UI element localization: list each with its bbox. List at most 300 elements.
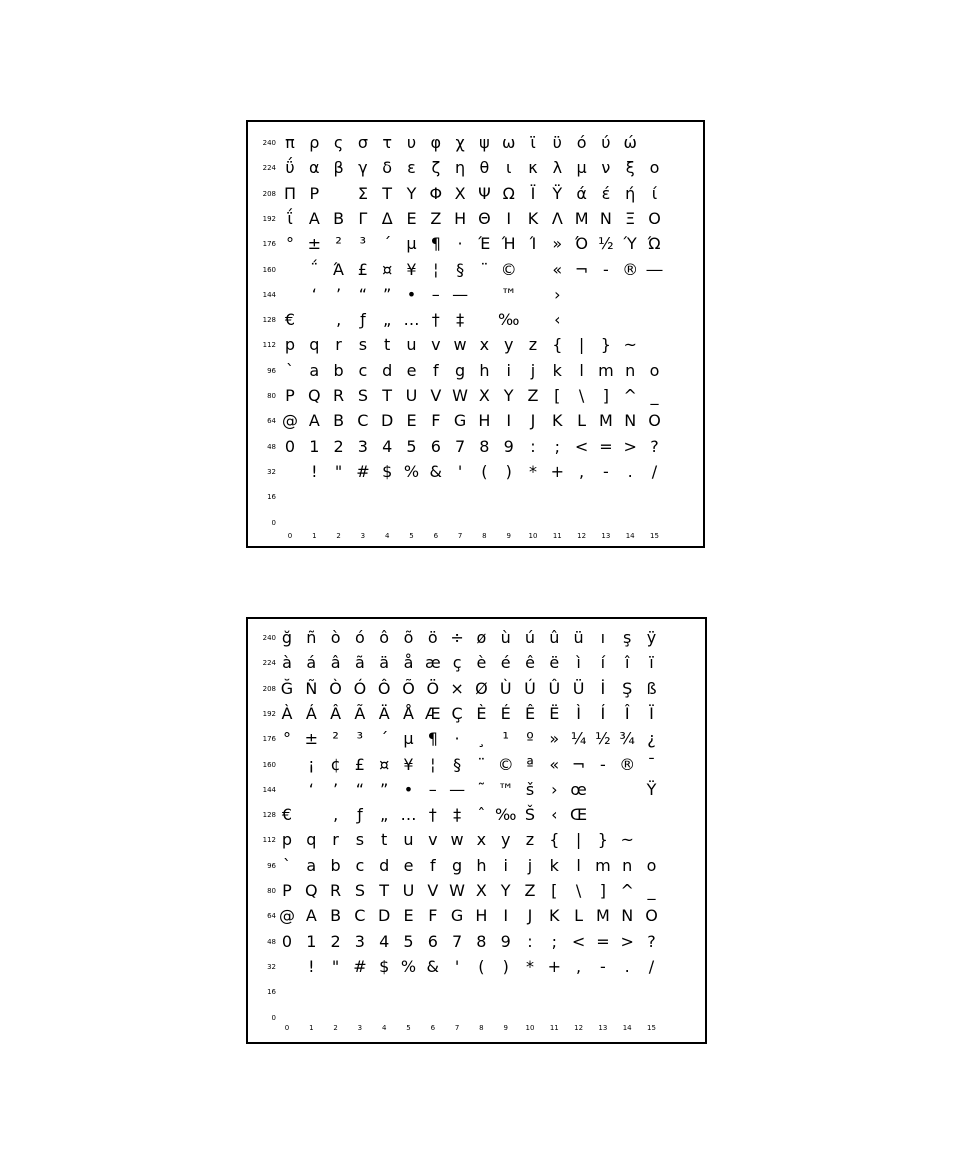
- column-code-label: 13: [598, 1024, 608, 1032]
- char-cell: |: [575, 830, 582, 850]
- table-row: [248, 258, 703, 282]
- char-cell: b: [333, 360, 344, 380]
- char-cell: -: [603, 461, 609, 481]
- char-cell: ¤: [382, 259, 393, 279]
- char-cell: Æ: [425, 703, 441, 723]
- char-cell: w: [450, 830, 464, 850]
- column-code-label: 8: [479, 1024, 484, 1032]
- char-cell: κ: [528, 158, 538, 178]
- char-cell: ": [334, 461, 343, 481]
- char-cell: È: [476, 703, 487, 723]
- char-cell: °: [286, 234, 294, 254]
- char-cell: K: [552, 411, 563, 431]
- row-code-label: 176: [262, 735, 276, 744]
- char-cell: £: [354, 754, 365, 774]
- char-cell: \: [575, 881, 582, 900]
- char-cell: Ή: [501, 234, 516, 254]
- char-cell: ζ: [431, 158, 441, 178]
- char-cell: H: [475, 906, 488, 926]
- char-cell: *: [526, 956, 534, 976]
- row-code-label: 80: [267, 887, 276, 895]
- row-code-label: 224: [262, 164, 276, 173]
- char-cell: G: [453, 411, 467, 431]
- char-cell: M: [595, 906, 610, 926]
- char-cell: Ϊ: [530, 183, 536, 203]
- char-cell: ΄: [383, 234, 392, 254]
- char-cell: ½: [598, 234, 614, 254]
- char-cell: ã: [354, 653, 365, 673]
- char-cell: ¬: [574, 259, 589, 279]
- char-cell: ,: [579, 461, 585, 481]
- char-cell: Â: [330, 703, 342, 723]
- char-cell: …: [403, 310, 420, 330]
- table-row: [248, 283, 703, 307]
- char-cell: „: [383, 310, 392, 330]
- char-cell: .: [627, 461, 633, 481]
- char-cell: a: [309, 360, 320, 380]
- char-cell: r: [332, 830, 339, 850]
- char-cell: ÷: [450, 628, 464, 647]
- char-cell: Q: [305, 881, 318, 900]
- char-cell: ä: [379, 653, 390, 673]
- char-cell: ±: [307, 234, 321, 254]
- char-cell: $: [382, 461, 393, 481]
- char-cell: ?: [647, 931, 656, 951]
- column-code-label: 13: [601, 532, 611, 540]
- char-cell: ύ: [601, 133, 611, 152]
- char-cell: B: [333, 411, 345, 431]
- char-cell: h: [476, 855, 487, 875]
- char-cell: ¸: [477, 729, 486, 749]
- char-cell: ¥: [403, 754, 414, 774]
- char-cell: Τ: [382, 183, 393, 203]
- char-cell: Š: [524, 805, 536, 825]
- char-cell: +: [550, 461, 564, 481]
- row-code-label: 144: [262, 290, 276, 299]
- char-cell: —: [449, 779, 466, 799]
- char-cell: Ò: [329, 678, 342, 698]
- char-cell: 7: [452, 931, 463, 951]
- char-cell: æ: [424, 653, 441, 673]
- char-cell: ]: [602, 386, 610, 405]
- char-cell: (: [481, 461, 488, 481]
- char-cell: §: [456, 259, 465, 279]
- column-code-label: 1: [309, 1024, 314, 1032]
- char-cell: ×: [450, 678, 464, 698]
- char-cell: 3: [354, 931, 365, 951]
- char-cell: z: [525, 830, 535, 850]
- char-cell: €: [281, 805, 293, 825]
- char-cell: â: [330, 653, 341, 673]
- char-cell: ¦: [433, 259, 439, 279]
- char-cell: ό: [576, 133, 587, 152]
- table-row: [248, 435, 703, 459]
- char-cell: ¨: [480, 259, 489, 279]
- char-cell: º: [526, 729, 534, 749]
- char-cell: –: [428, 779, 437, 799]
- char-cell: 1: [306, 931, 317, 951]
- table-row: [248, 727, 705, 751]
- char-cell: o: [646, 855, 657, 875]
- char-cell: φ: [430, 133, 442, 152]
- char-cell: p: [284, 335, 296, 355]
- char-cell: Ό: [575, 234, 589, 254]
- char-cell: Λ: [551, 208, 563, 228]
- char-cell: 6: [430, 436, 441, 456]
- char-cell: Μ: [574, 208, 589, 228]
- column-code-label: 14: [625, 532, 635, 540]
- char-cell: „: [380, 805, 389, 825]
- char-cell: $: [379, 956, 390, 976]
- column-code-label: 9: [503, 1024, 508, 1032]
- char-cell: Ì: [576, 703, 581, 723]
- char-cell: Ñ: [305, 678, 318, 698]
- char-cell: Ÿ: [646, 779, 657, 799]
- char-cell: ρ: [309, 133, 320, 152]
- char-cell: +: [547, 956, 561, 976]
- char-cell: ê: [525, 653, 535, 673]
- column-axis: [248, 529, 703, 543]
- column-code-label: 7: [454, 1024, 460, 1032]
- table-row: [248, 308, 703, 332]
- char-cell: J: [527, 906, 533, 926]
- char-cell: S: [357, 386, 368, 405]
- char-cell: 1: [309, 436, 320, 456]
- char-cell: &: [426, 956, 440, 976]
- table-row: [248, 333, 703, 357]
- char-cell: ξ: [625, 158, 635, 178]
- char-cell: ©: [500, 259, 517, 279]
- char-cell: Θ: [478, 208, 491, 228]
- char-cell: Κ: [527, 208, 539, 228]
- row-code-label: 240: [262, 139, 276, 147]
- char-cell: …: [400, 805, 417, 825]
- char-cell: ş: [623, 628, 632, 647]
- char-cell: z: [528, 335, 538, 355]
- char-cell: ): [502, 956, 509, 976]
- row-code-label: 240: [262, 634, 276, 642]
- char-cell: è: [476, 653, 487, 673]
- table-row: [248, 384, 703, 408]
- row-code-label: 96: [267, 861, 276, 870]
- char-cell: ά: [576, 183, 587, 203]
- char-cell: ‰: [497, 310, 520, 330]
- char-cell: ¼: [570, 729, 587, 749]
- char-cell: 0: [284, 436, 296, 456]
- table-row: [248, 803, 705, 827]
- char-cell: t: [381, 830, 388, 850]
- char-cell: <: [571, 931, 586, 951]
- column-code-label: 3: [357, 1024, 363, 1032]
- char-cell: .: [624, 956, 630, 976]
- char-cell: í: [600, 653, 606, 673]
- char-cell: ^: [623, 386, 637, 405]
- char-cell: ϊ: [530, 133, 536, 152]
- char-cell: m: [595, 855, 611, 875]
- char-cell: l: [576, 855, 581, 875]
- char-cell: Φ: [429, 183, 443, 203]
- char-cell: ‡: [453, 805, 462, 825]
- char-cell: ™: [497, 779, 514, 799]
- char-cell: -: [600, 754, 606, 774]
- char-cell: j: [527, 855, 533, 875]
- char-cell: ´: [380, 729, 389, 749]
- char-cell: á: [306, 653, 317, 673]
- char-cell: †: [431, 310, 440, 330]
- char-cell: ˜: [477, 779, 486, 799]
- char-cell: ø: [476, 628, 487, 647]
- char-cell: H: [478, 411, 491, 431]
- char-cell: Ç: [451, 703, 463, 723]
- column-code-label: 4: [381, 1024, 387, 1032]
- column-code-label: 0: [284, 1024, 290, 1032]
- char-cell: σ: [357, 133, 368, 152]
- char-cell: χ: [455, 133, 465, 152]
- char-cell: Ύ: [623, 234, 637, 254]
- char-cell: L: [577, 411, 587, 431]
- char-cell: %: [403, 461, 420, 481]
- char-cell: Χ: [454, 183, 466, 203]
- row-code-label: 160: [262, 760, 276, 769]
- char-cell: ': [454, 956, 460, 976]
- char-cell: ~: [620, 830, 634, 850]
- char-cell: Ã: [354, 703, 366, 723]
- char-cell: Ο: [648, 208, 661, 228]
- char-cell: ©: [497, 754, 514, 774]
- char-cell: ): [505, 461, 512, 481]
- char-cell: ”: [380, 779, 389, 799]
- char-cell: Ψ: [478, 183, 491, 203]
- char-cell: Ά: [333, 259, 345, 279]
- char-cell: ı: [600, 628, 606, 647]
- char-cell: j: [530, 360, 536, 380]
- char-cell: Z: [527, 386, 539, 405]
- char-cell: !: [311, 461, 318, 481]
- char-cell: n: [625, 360, 636, 380]
- char-cell: d: [382, 360, 393, 380]
- char-cell: Ϋ: [552, 183, 563, 203]
- char-cell: 5: [406, 436, 417, 456]
- char-cell: p: [281, 830, 293, 850]
- row-code-label: 48: [267, 937, 276, 946]
- char-cell: ’: [336, 284, 342, 304]
- table-row: [248, 778, 705, 802]
- char-cell: k: [549, 855, 559, 875]
- char-cell: Å: [403, 703, 414, 723]
- char-cell: “: [355, 779, 365, 799]
- char-cell: 2: [330, 931, 341, 951]
- char-cell: †: [428, 805, 437, 825]
- char-cell: s: [358, 335, 368, 355]
- char-cell: ö: [427, 628, 438, 647]
- char-cell: g: [452, 855, 463, 875]
- char-cell: 7: [455, 436, 466, 456]
- char-cell: ,: [576, 956, 582, 976]
- char-cell: £: [357, 259, 368, 279]
- char-cell: y: [500, 830, 511, 850]
- char-cell: Õ: [402, 678, 415, 698]
- char-cell: O: [645, 906, 658, 926]
- char-cell: n: [622, 855, 633, 875]
- char-cell: ¡: [308, 754, 315, 774]
- char-cell: Έ: [478, 234, 491, 254]
- char-cell: r: [335, 335, 342, 355]
- char-cell: ~: [623, 335, 637, 355]
- table-row: [248, 207, 703, 231]
- column-code-label: 11: [552, 532, 562, 540]
- char-cell: }: [600, 335, 611, 355]
- char-cell: Ë: [549, 703, 560, 723]
- char-cell: v: [431, 335, 441, 355]
- char-cell: Ó: [353, 678, 367, 698]
- char-cell: Ø: [475, 678, 488, 698]
- table-row: [248, 182, 703, 206]
- table-row: [248, 904, 705, 928]
- table-row: [248, 131, 703, 155]
- char-cell: Ü: [572, 678, 585, 698]
- char-cell: θ: [479, 158, 490, 178]
- char-cell: Ş: [622, 678, 633, 698]
- char-cell: ί: [651, 183, 658, 203]
- char-cell: ¶: [427, 729, 438, 749]
- char-cell: ½: [595, 729, 611, 749]
- char-cell: ]: [599, 881, 607, 900]
- row-code-label: 128: [262, 811, 276, 820]
- char-cell: ψ: [479, 133, 490, 152]
- column-code-label: 5: [409, 532, 414, 540]
- char-cell: ': [457, 461, 463, 481]
- char-cell: I: [506, 411, 512, 431]
- char-cell: u: [406, 335, 417, 355]
- char-cell: b: [330, 855, 341, 875]
- char-cell: İ: [600, 678, 606, 698]
- char-cell: &: [429, 461, 443, 481]
- char-cell: d: [379, 855, 390, 875]
- char-cell: Ä: [378, 703, 390, 723]
- char-cell: ο: [649, 158, 660, 178]
- char-cell: 8: [476, 931, 487, 951]
- char-cell: y: [503, 335, 514, 355]
- row-code-label: 16: [267, 493, 276, 502]
- char-cell: R: [333, 386, 345, 405]
- column-code-label: 14: [622, 1024, 632, 1032]
- char-cell: à: [282, 653, 292, 673]
- char-cell: f: [429, 855, 436, 875]
- char-cell: ή: [625, 183, 636, 203]
- char-cell: À: [281, 703, 293, 723]
- char-cell: Ρ: [309, 183, 320, 203]
- table-row: [248, 651, 705, 675]
- char-cell: -: [600, 956, 606, 976]
- char-cell: ²: [332, 729, 339, 749]
- char-cell: T: [382, 386, 393, 405]
- char-cell: W: [449, 881, 465, 900]
- char-cell: ²: [335, 234, 342, 254]
- char-cell: ώ: [623, 133, 637, 152]
- char-cell: α: [309, 158, 320, 178]
- char-cell: ?: [650, 436, 659, 456]
- char-cell: Œ: [570, 805, 588, 825]
- column-code-label: 2: [333, 1024, 338, 1032]
- char-cell: ν: [601, 158, 611, 178]
- char-cell: Ξ: [625, 208, 636, 228]
- char-cell: <: [574, 436, 589, 456]
- char-cell: e: [406, 360, 417, 380]
- char-cell: -: [603, 259, 609, 279]
- column-code-label: 7: [457, 532, 463, 540]
- char-cell: Ê: [524, 703, 536, 723]
- char-cell: µ: [403, 729, 414, 749]
- char-cell: τ: [382, 133, 392, 152]
- char-cell: ğ: [281, 628, 293, 647]
- char-cell: ΰ: [285, 158, 295, 178]
- char-cell: ¢: [330, 754, 341, 774]
- char-cell: `: [286, 360, 294, 380]
- table-row: [248, 156, 703, 180]
- char-cell: N: [621, 906, 634, 926]
- char-cell: 8: [479, 436, 490, 456]
- char-cell: Á: [305, 703, 317, 723]
- column-code-label: 10: [528, 532, 538, 540]
- char-cell: ‘: [308, 779, 314, 799]
- char-cell: ³: [356, 729, 364, 749]
- char-cell: X: [478, 386, 490, 405]
- char-cell: C: [357, 411, 369, 431]
- char-cell: »: [549, 729, 560, 749]
- char-cell: ": [331, 956, 340, 976]
- char-cell: Β: [333, 208, 345, 228]
- char-cell: _: [650, 386, 659, 405]
- char-cell: W: [452, 386, 468, 405]
- char-cell: /: [651, 461, 658, 481]
- char-cell: *: [529, 461, 537, 481]
- char-cell: C: [354, 906, 366, 926]
- row-code-label: 16: [267, 988, 276, 997]
- column-code-label: 9: [506, 532, 511, 540]
- char-cell: f: [432, 360, 439, 380]
- char-cell: X: [475, 881, 487, 900]
- char-cell: l: [579, 360, 584, 380]
- char-cell: i: [506, 360, 511, 380]
- char-cell: D: [378, 906, 391, 926]
- char-cell: m: [598, 360, 614, 380]
- char-cell: δ: [382, 158, 393, 178]
- char-cell: Ğ: [280, 678, 294, 698]
- char-cell: J: [530, 411, 536, 431]
- column-code-label: 3: [360, 532, 366, 540]
- row-code-label: 32: [267, 962, 276, 971]
- char-cell: Î: [624, 703, 630, 723]
- char-cell: ³: [359, 234, 367, 254]
- row-code-label: 0: [271, 518, 276, 527]
- char-cell: ‰: [494, 805, 517, 825]
- table-row: [248, 626, 705, 650]
- char-cell: Α: [308, 208, 320, 228]
- char-cell: Y: [500, 881, 511, 900]
- char-cell: O: [648, 411, 661, 431]
- char-cell: Ω: [502, 183, 515, 203]
- char-cell: U: [405, 386, 418, 405]
- char-cell: ¹: [502, 729, 509, 749]
- char-cell: υ: [406, 133, 417, 152]
- char-cell: w: [453, 335, 467, 355]
- char-cell: K: [549, 906, 560, 926]
- char-cell: c: [358, 360, 368, 380]
- char-cell: ‘: [311, 284, 317, 304]
- row-code-label: 0: [271, 1013, 276, 1022]
- char-cell: «: [549, 754, 560, 774]
- char-cell: β: [333, 158, 344, 178]
